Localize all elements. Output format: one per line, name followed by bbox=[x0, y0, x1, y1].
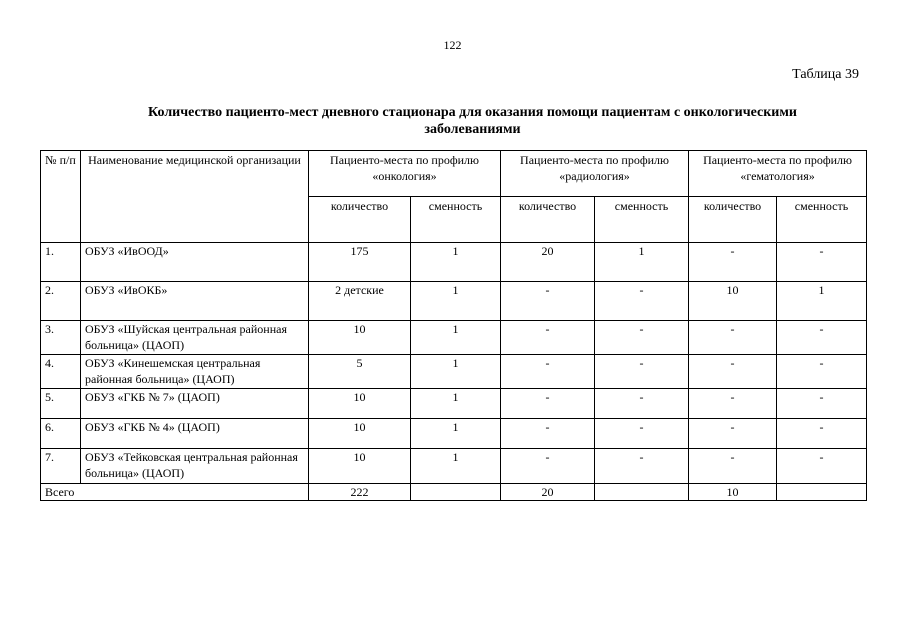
cell-onc-quantity: 175 bbox=[309, 243, 411, 282]
cell-hem-quantity: - bbox=[689, 419, 777, 449]
cell-hem-shift: - bbox=[777, 389, 867, 419]
cell-rad-quantity: - bbox=[501, 355, 595, 389]
header-num: № п/п bbox=[41, 151, 81, 243]
cell-onc-quantity: 10 bbox=[309, 419, 411, 449]
cell-onc-quantity: 10 bbox=[309, 389, 411, 419]
page-number: 122 bbox=[443, 38, 462, 52]
cell-hem-quantity: - bbox=[689, 321, 777, 355]
header-radiology: Пациенто-места по профилю «радиология» bbox=[501, 151, 689, 197]
cell-hem-shift: 1 bbox=[777, 282, 867, 321]
total-rad-quantity: 20 bbox=[501, 484, 595, 501]
cell-hem-shift: - bbox=[777, 355, 867, 389]
table-row bbox=[41, 419, 867, 449]
cell-rad-shift: - bbox=[595, 355, 689, 389]
cell-hem-quantity: - bbox=[689, 389, 777, 419]
cell-num: 7. bbox=[41, 449, 81, 484]
table-row bbox=[41, 321, 867, 355]
cell-onc-shift: 1 bbox=[411, 355, 501, 389]
header-hematology-shift: сменность bbox=[777, 197, 867, 243]
cell-hem-shift: - bbox=[777, 449, 867, 484]
total-rad-shift bbox=[595, 484, 689, 501]
cell-hem-quantity: 10 bbox=[689, 282, 777, 321]
total-onc-shift bbox=[411, 484, 501, 501]
cell-onc-quantity: 10 bbox=[309, 449, 411, 484]
patient-places-table bbox=[40, 150, 867, 501]
cell-num: 1. bbox=[41, 243, 81, 282]
cell-hem-shift: - bbox=[777, 419, 867, 449]
cell-org: ОБУЗ «Шуйская центральная районная больница» (ЦАОП) bbox=[81, 321, 309, 355]
table-row bbox=[41, 389, 867, 419]
header-hematology: Пациенто-места по профилю «гематология» bbox=[689, 151, 867, 197]
table-label: Таблица 39 bbox=[792, 67, 859, 82]
cell-onc-shift: 1 bbox=[411, 419, 501, 449]
header-hematology-quantity: количество bbox=[689, 197, 777, 243]
cell-rad-quantity: 20 bbox=[501, 243, 595, 282]
cell-org: ОБУЗ «ИвОКБ» bbox=[81, 282, 309, 321]
cell-num: 5. bbox=[41, 389, 81, 419]
cell-rad-quantity: - bbox=[501, 389, 595, 419]
table-row bbox=[41, 243, 867, 282]
cell-num: 4. bbox=[41, 355, 81, 389]
cell-onc-quantity: 2 детские bbox=[309, 282, 411, 321]
table-row bbox=[41, 282, 867, 321]
total-hem-shift bbox=[777, 484, 867, 501]
table-row bbox=[41, 449, 867, 484]
cell-rad-quantity: - bbox=[501, 321, 595, 355]
document-title: Количество пациенто-мест дневного стационара для оказания помощи пациентам с онкологическими заболеваниями bbox=[148, 105, 797, 137]
total-onc-quantity: 222 bbox=[309, 484, 411, 501]
header-radiology-shift: сменность bbox=[595, 197, 689, 243]
cell-hem-shift: - bbox=[777, 321, 867, 355]
cell-onc-shift: 1 bbox=[411, 243, 501, 282]
header-org: Наименование медицинской организации bbox=[81, 151, 309, 243]
table-row bbox=[41, 355, 867, 389]
cell-onc-shift: 1 bbox=[411, 389, 501, 419]
cell-org: ОБУЗ «Кинешемская центральная районная больница» (ЦАОП) bbox=[81, 355, 309, 389]
cell-rad-quantity: - bbox=[501, 282, 595, 321]
cell-onc-shift: 1 bbox=[411, 449, 501, 484]
cell-org: ОБУЗ «Тейковская центральная районная больница» (ЦАОП) bbox=[81, 449, 309, 484]
cell-rad-shift: 1 bbox=[595, 243, 689, 282]
cell-hem-quantity: - bbox=[689, 355, 777, 389]
cell-num: 3. bbox=[41, 321, 81, 355]
cell-rad-shift: - bbox=[595, 419, 689, 449]
cell-hem-quantity: - bbox=[689, 243, 777, 282]
cell-onc-shift: 1 bbox=[411, 282, 501, 321]
header-radiology-quantity: количество bbox=[501, 197, 595, 243]
total-row bbox=[41, 484, 867, 501]
cell-rad-shift: - bbox=[595, 389, 689, 419]
cell-num: 6. bbox=[41, 419, 81, 449]
total-label: Всего bbox=[41, 484, 309, 501]
cell-onc-quantity: 5 bbox=[309, 355, 411, 389]
header-oncology: Пациенто-места по профилю «онкология» bbox=[309, 151, 501, 197]
cell-rad-shift: - bbox=[595, 449, 689, 484]
cell-onc-quantity: 10 bbox=[309, 321, 411, 355]
header-oncology-shift: сменность bbox=[411, 197, 501, 243]
cell-num: 2. bbox=[41, 282, 81, 321]
total-hem-quantity: 10 bbox=[689, 484, 777, 501]
cell-onc-shift: 1 bbox=[411, 321, 501, 355]
cell-hem-quantity: - bbox=[689, 449, 777, 484]
header-oncology-quantity: количество bbox=[309, 197, 411, 243]
cell-rad-quantity: - bbox=[501, 449, 595, 484]
header-row-groups bbox=[41, 151, 867, 197]
cell-rad-shift: - bbox=[595, 321, 689, 355]
cell-org: ОБУЗ «ИвООД» bbox=[81, 243, 309, 282]
cell-org: ОБУЗ «ГКБ № 7» (ЦАОП) bbox=[81, 389, 309, 419]
cell-rad-shift: - bbox=[595, 282, 689, 321]
cell-org: ОБУЗ «ГКБ № 4» (ЦАОП) bbox=[81, 419, 309, 449]
cell-hem-shift: - bbox=[777, 243, 867, 282]
cell-rad-quantity: - bbox=[501, 419, 595, 449]
